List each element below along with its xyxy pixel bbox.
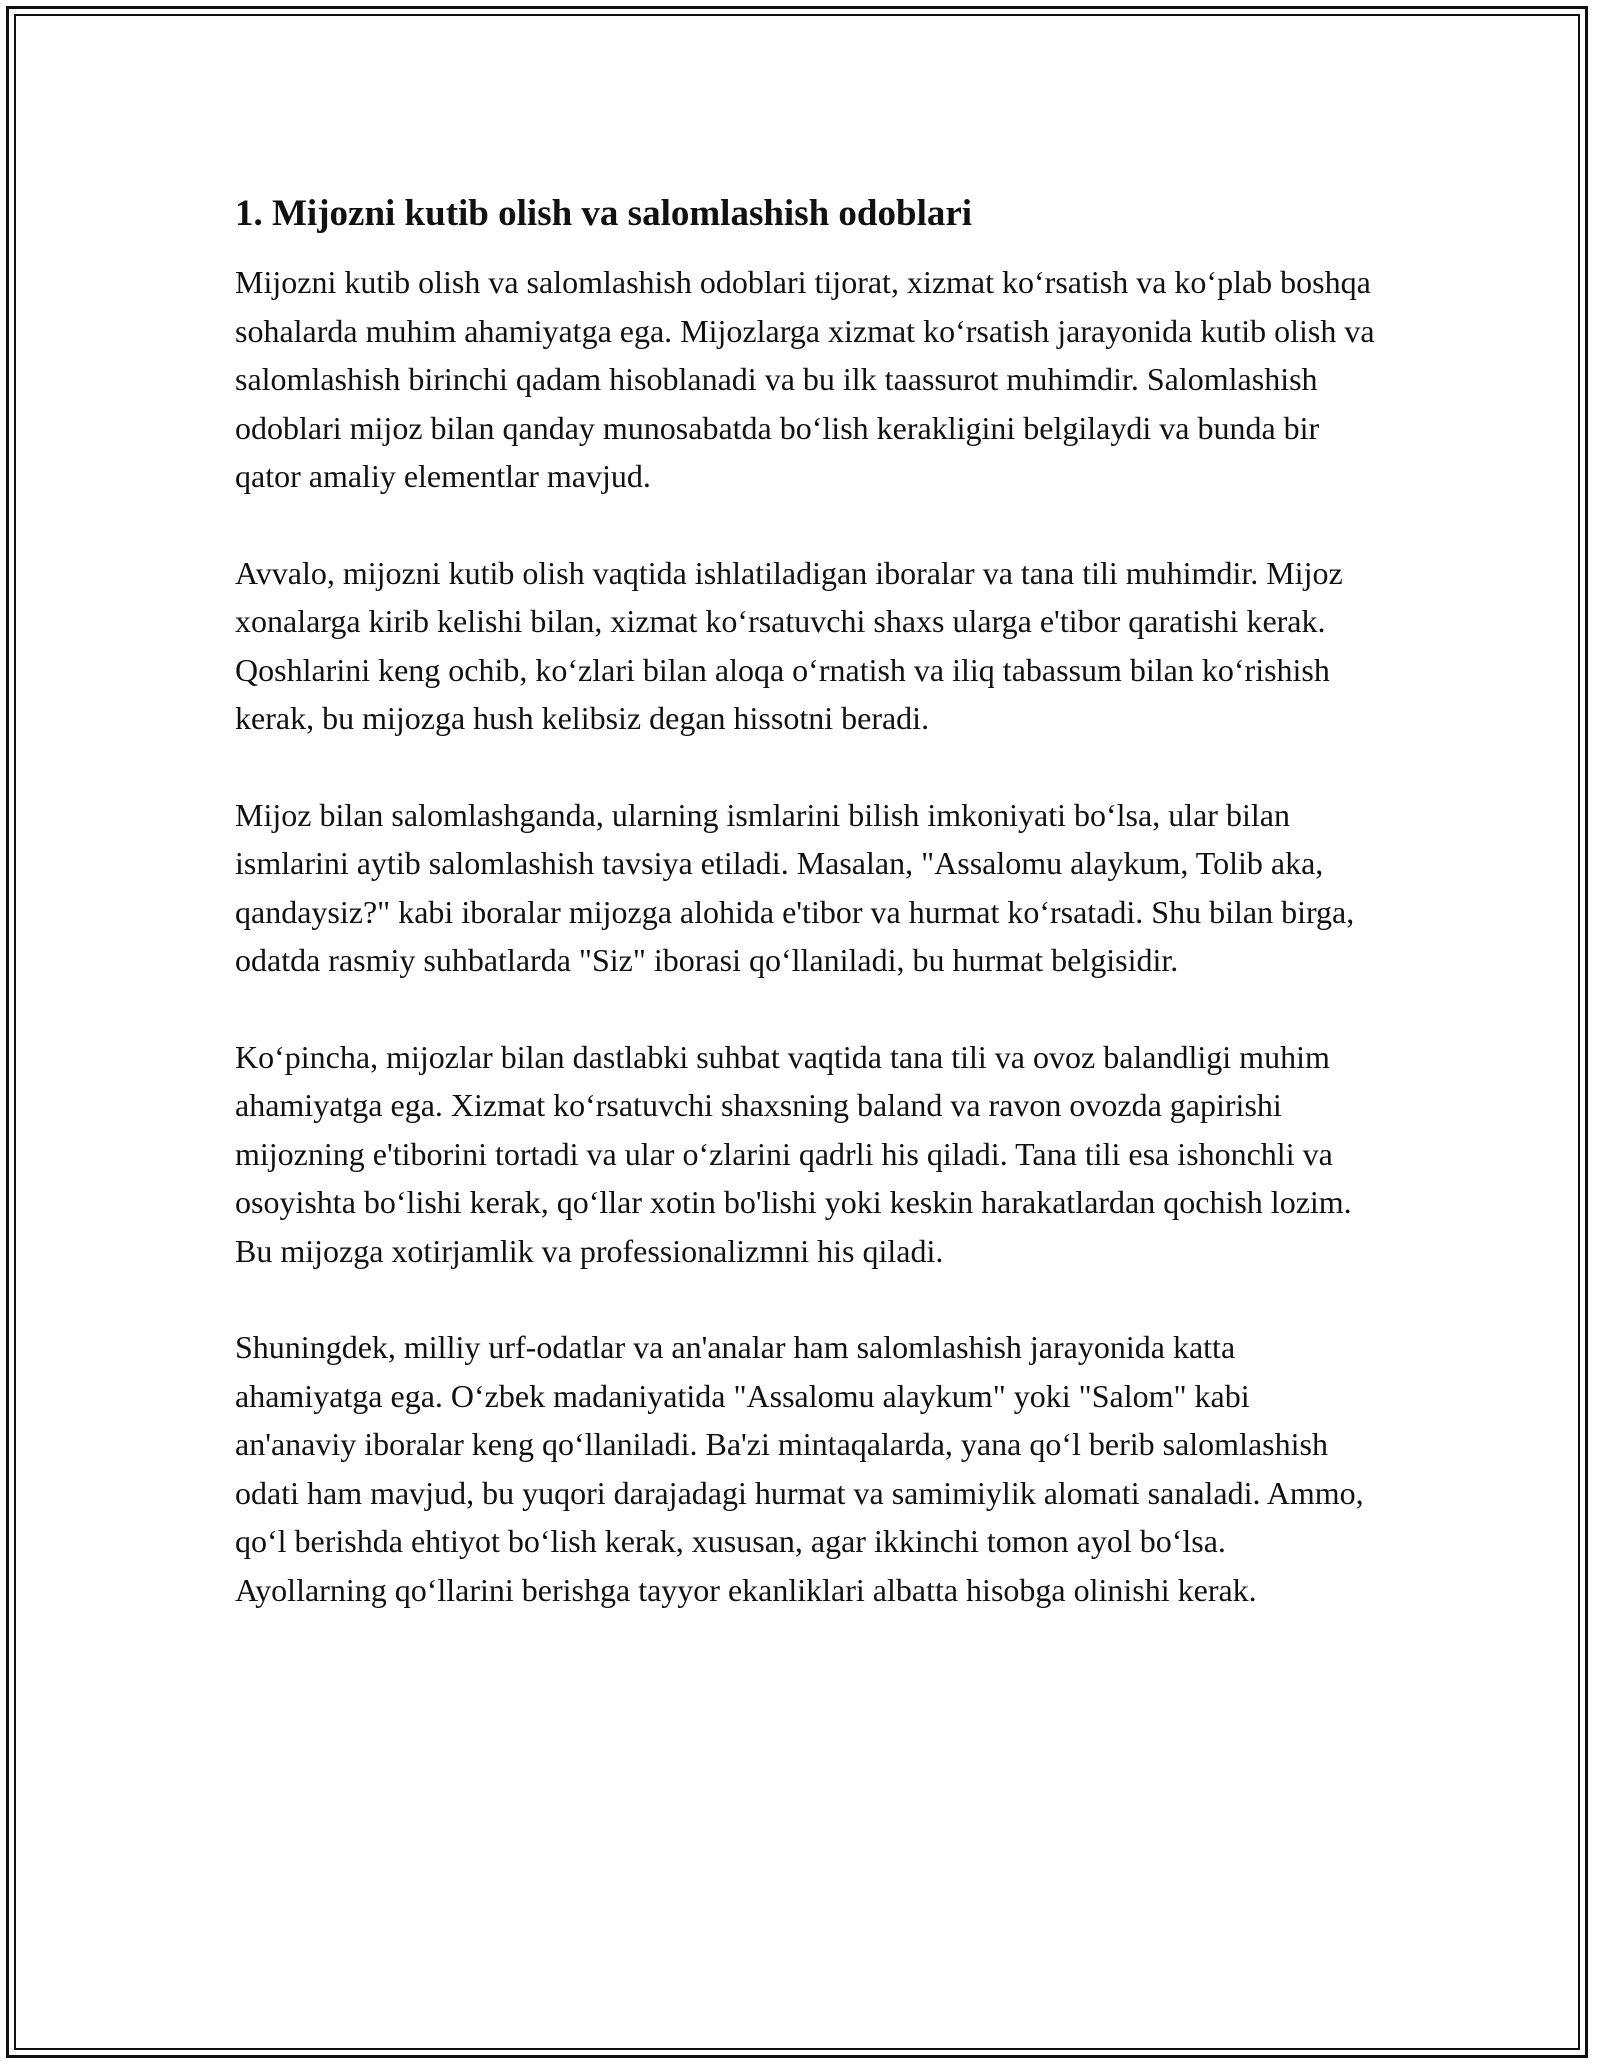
paragraph-4: Koʻpincha, mijozlar bilan dastlabki suhbat vaqtida tana tili va ovoz balandligi muhim ahamiyatga ega. Xizmat koʻrsatuvchi shaxsning baland va ravon ovozda gapirishi mijozning e'tiborini tortadi va ular oʻzlarini qadrli his qiladi. Tana tili esa ishonchli va osoyishta boʻlishi kerak, qoʻllar xotin bo'lishi yoki keskin harakatlardan qochish lozim. Bu mijozga xotirjamlik va professionalizmni his qiladi. bbox=[235, 1038, 1352, 1269]
paragraph-1: Mijozni kutib olish va salomlashish odoblari tijorat, xizmat koʻrsatish va koʻplab boshqa sohalarda muhim ahamiyatga ega. Mijozlarga xizmat koʻrsatish jarayonida kutib olish va salomlashish birinchi qadam hisoblanadi va bu ilk taassurot muhimdir. Salomlashish odoblari mijoz bilan qanday munosabatda boʻlish kerakligini belgilaydi va bunda bir qator amaliy elementlar mavjud. bbox=[235, 264, 1375, 494]
document-body bbox=[235, 188, 1375, 1662]
paragraph-5: Shuningdek, milliy urf-odatlar va an'analar ham salomlashish jarayonida katta ahamiyatga ega. Oʻzbek madaniyatida "Assalomu alaykum" yoki "Salom" kabi an'anaviy iboralar keng qoʻllaniladi. Ba'zi mintaqalarda, yana qoʻl berib salomlashish odati ham mavjud, bu yuqori darajadagi hurmat va samimiylik alomati sanaladi. Ammo, qoʻl berishda ehtiyot boʻlish kerak, xususan, agar ikkinchi tomon ayol boʻlsa. Ayollarning qoʻllarini berishga tayyor ekanliklari albatta hisobga olinishi kerak. bbox=[235, 1329, 1364, 1608]
paragraph-2: Avvalo, mijozni kutib olish vaqtida ishlatiladigan iboralar va tana tili muhimdir. Mijoz xonalarga kirib kelishi bilan, xizmat koʻrsatuvchi shaxs ularga e'tibor qaratishi kerak. Qoshlarini keng ochib, koʻzlari bilan aloqa oʻrnatish va iliq tabassum bilan koʻrishish kerak, bu mijozga hush kelibsiz degan hissotni beradi. bbox=[235, 554, 1343, 736]
section-heading: 1. Mijozni kutib olish va salomlashish odoblari bbox=[235, 193, 973, 234]
paragraph-3: Mijoz bilan salomlashganda, ularning ismlarini bilish imkoniyati boʻlsa, ular bilan ismlarini aytib salomlashish tavsiya etiladi. Masalan, "Assalomu alaykum, Tolib aka, qandaysiz?" kabi iboralar mijozga alohida e'tibor va hurmat koʻrsatadi. Shu bilan birga, odatda rasmiy suhbatlarda "Siz" iborasi qoʻllaniladi, bu hurmat belgisidir. bbox=[235, 796, 1355, 978]
